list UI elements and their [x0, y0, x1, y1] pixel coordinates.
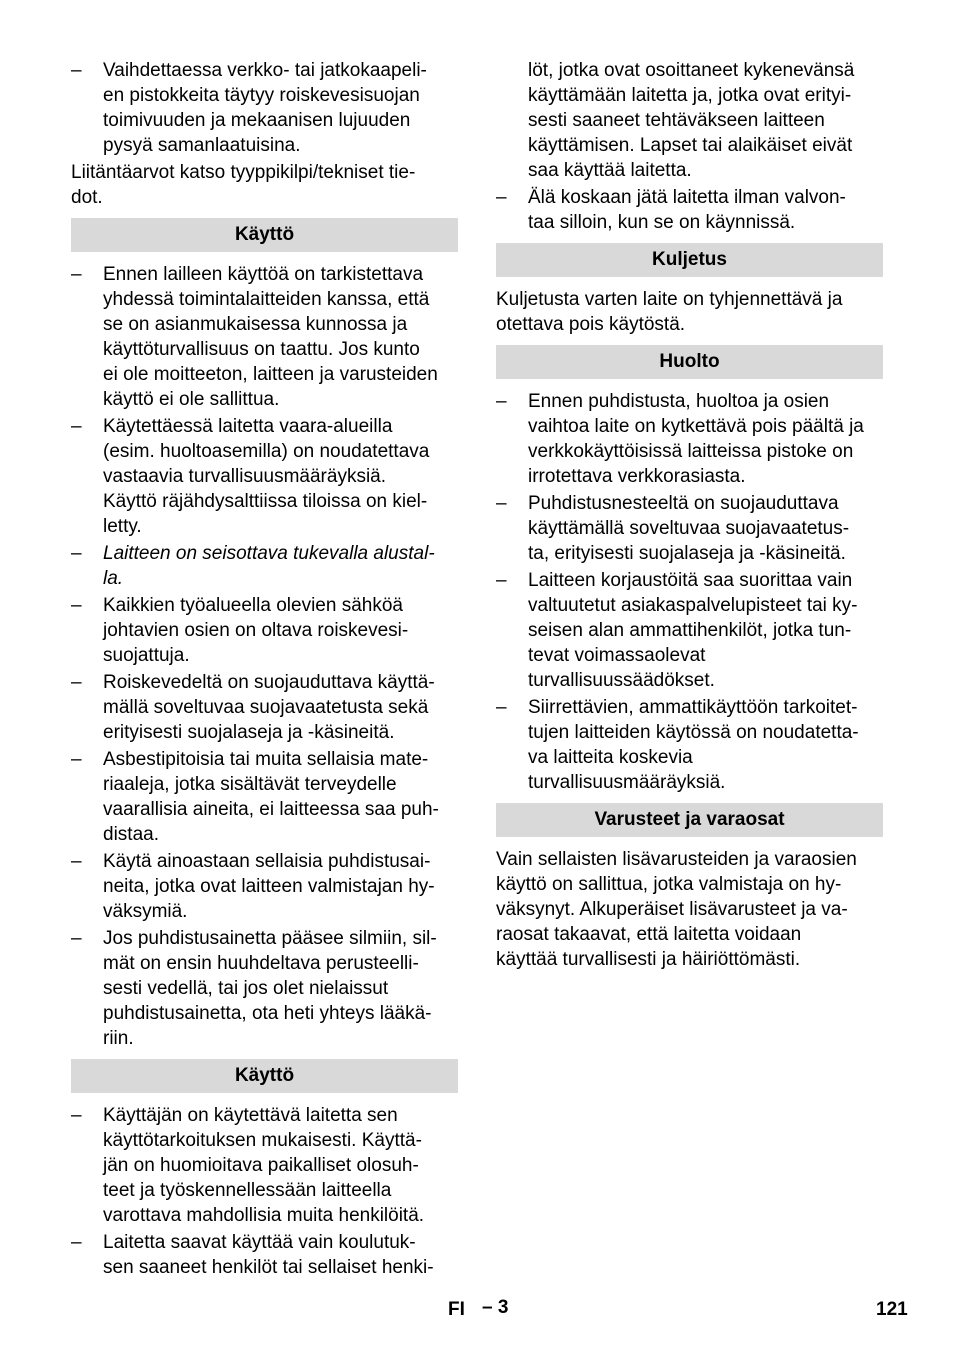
footer-section-number: – 3 — [482, 1297, 509, 1318]
right-column — [496, 58, 883, 974]
list-item: – Käytettäessä laitetta vaara-alueilla (esim. huoltoasemilla) on noudatettava vastaavia turvallisuusmääräyksiä. Käyttö räjähdysalttiissa tiloissa on kiel- letty. — [71, 416, 430, 537]
left-column — [71, 58, 458, 1282]
footer-language: FI — [448, 1299, 465, 1320]
list-item: – Puhdistusnesteeltä on suojauduttava käyttämällä soveltuvaa suojavaatetus- ta, erityisesti suojalaseja ja -käsineitä. — [496, 493, 850, 564]
list-item: – Käyttäjän on käytettävä laitetta sen käyttötarkoituksen mukaisesti. Käyttä- jän on huomioitava paikalliset olosuh- teet ja työskennellessään laitteella varottava mahdollisia muita henkilöitä. — [71, 1105, 425, 1226]
paragraph: Vain sellaisten lisävarusteiden ja varaosien käyttö on sallittua, jotka valmistaja on hy- väksynyt. Alkuperäiset lisävarusteet ja va- raosat takaavat, että laitetta voidaan käyttää turvallisesti ja häiriöttömästi. — [496, 849, 857, 970]
list-item: – Jos puhdistusainetta pääsee silmiin, sil- mät on ensin huuhdeltava perusteelli- sesti vedellä, tai jos olet nielaissut puhdistusainetta, ota heti yhteys lääkä- riin. — [71, 928, 437, 1049]
list-item: – Laitteen on seisottava tukevalla alustal- la. — [71, 543, 435, 589]
footer-page-number: 121 — [876, 1299, 908, 1320]
list-item: – Ennen puhdistusta, huoltoa ja osien vaihtoa laite on kytkettävä pois päältä ja verkkokäyttöisissä laitteissa pistoke on irrotettava verkkorasiasta. — [496, 391, 864, 487]
paragraph: Liitäntäarvot katso tyyppikilpi/tekniset tie- dot. — [71, 162, 416, 208]
list-item: – Käytä ainoastaan sellaisia puhdistusai- neita, jotka ovat laitteen valmistajan hy- väksymiä. — [71, 851, 435, 922]
section-heading: Käyttö — [71, 218, 458, 252]
list-item: – Laitetta saavat käyttää vain koulutuk- sen saaneet henkilöt tai sellaiset henki- — [71, 1232, 434, 1278]
paragraph: Kuljetusta varten laite on tyhjennettävä ja otettava pois käytöstä. — [496, 289, 843, 335]
list-item: – Siirrettävien, ammattikäyttöön tarkoitet- tujen laitteiden käytössä on noudatetta- va laitteita koskevia turvallisuusmääräyksiä. — [496, 697, 859, 793]
list-item: – Laitteen korjaustöitä saa suorittaa vain valtuutetut asiakaspalvelupisteet tai ky- seisen alan ammattihenkilöt, jotka tun- tevat voimassaolevat turvallisuussäädökset. — [496, 570, 858, 691]
list-item: – Asbestipitoisia tai muita sellaisia mate- riaaleja, jotka sisältävät terveydelle vaarallisia aineita, ei laitteessa saa puh- distaa. — [71, 749, 439, 845]
list-item: – Roiskevedeltä on suojauduttava käyttä- mällä soveltuvaa suojavaatetusta sekä erityisesti suojalaseja ja -käsineitä. — [71, 672, 435, 743]
section-heading: Varusteet ja varaosat — [496, 803, 883, 837]
list-item: – Ennen lailleen käyttöä on tarkistettava yhdessä toimintalaitteiden kanssa, että se on asianmukaisessa kunnossa ja käyttöturvallisuus on taattu. Jos kunto ei ole moitteeton, laitteen ja varusteiden käyttö ei ole sallittua. — [71, 264, 438, 410]
list-item: – Älä koskaan jätä laitetta ilman valvon- taa silloin, kun se on käynnissä. — [496, 187, 846, 233]
list-item: – Vaihdettaessa verkko- tai jatkokaapeli- en pistokkeita täytyy roiskevesisuojan toimivuuden ja mekaanisen lujuuden pysyä samanlaatuisina. — [71, 60, 427, 156]
section-heading: Käyttö — [71, 1059, 458, 1093]
list-item: – Kaikkien työalueella olevien sähköä johtavien osien on oltava roiskevesi- suojattuja. — [71, 595, 409, 666]
section-heading: Huolto — [496, 345, 883, 379]
list-item-continuation: löt, jotka ovat osoittaneet kykenevänsä käyttämään laitetta ja, jotka ovat erityi- sesti saaneet tehtäväkseen laitteen käyttämisen. Lapset tai alaikäiset eivät saa käyttää laitetta. — [528, 60, 855, 181]
section-heading: Kuljetus — [496, 243, 883, 277]
